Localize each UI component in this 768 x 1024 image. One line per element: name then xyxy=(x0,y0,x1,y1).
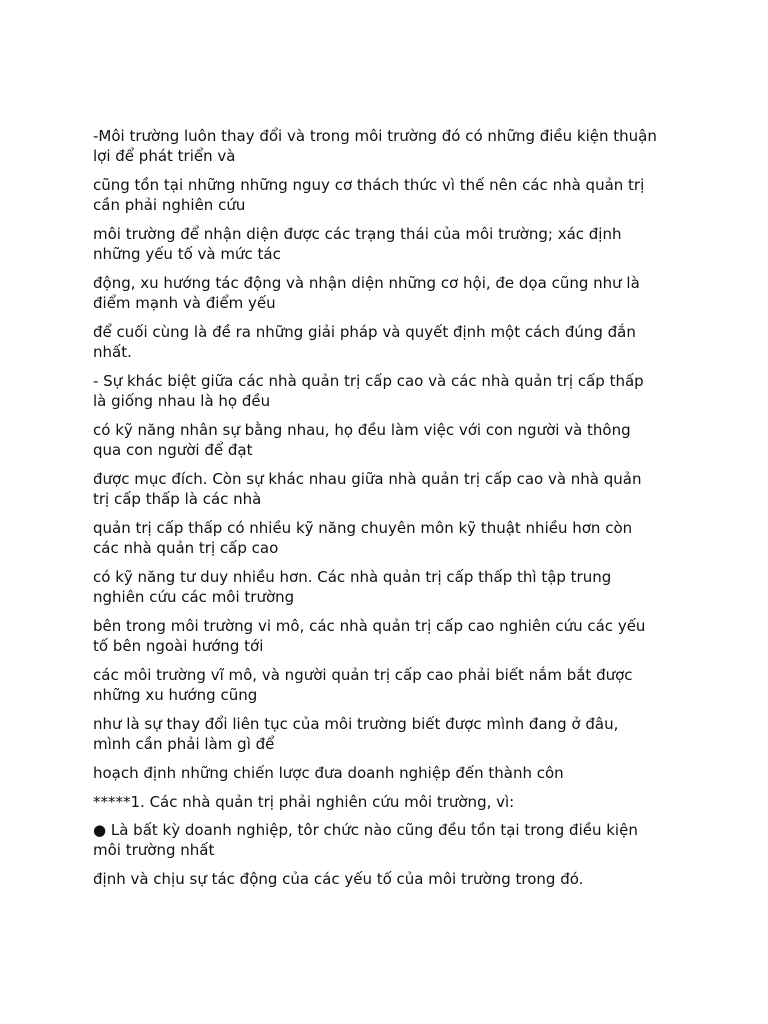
text-line: các nhà quản trị cấp cao xyxy=(93,538,279,557)
text-line: những xu hướng cũng xyxy=(93,685,258,704)
text-line: *****1. Các nhà quản trị phải nghiên cứu môi trường, vì: xyxy=(93,792,515,811)
text-line: lợi để phát triển và xyxy=(93,146,236,165)
paragraph-3 xyxy=(93,225,693,264)
text-line: qua con người để đạt xyxy=(93,440,253,459)
text-line: quản trị cấp thấp có nhiều kỹ năng chuyên môn kỹ thuật nhiều hơn còn xyxy=(93,519,633,537)
paragraph-9 xyxy=(93,519,693,558)
bullet-paragraph xyxy=(93,821,693,860)
text-line: như là sự thay đổi liên tục của môi trường biết được mình đang ở đâu, xyxy=(93,715,619,733)
text-line: -Môi trường luôn thay đổi và trong môi trường đó có những điều kiện thuận xyxy=(93,127,657,145)
text-line: các môi trường vĩ mô, và người quản trị cấp cao phải biết nắm bắt được xyxy=(93,666,633,684)
text-line: môi trường để nhận diện được các trạng thái của môi trường; xác định xyxy=(93,225,622,243)
paragraph-17 xyxy=(93,870,693,890)
text-line: động, xu hướng tác động và nhận diện những cơ hội, đe dọa cũng như là xyxy=(93,274,640,292)
paragraph-1 xyxy=(93,127,693,166)
text-line: hoạch định những chiến lược đưa doanh nghiệp đến thành côn xyxy=(93,764,564,782)
paragraph-11 xyxy=(93,617,693,656)
document-body xyxy=(93,127,693,899)
section-heading xyxy=(93,793,693,813)
text-line: những yếu tố và mức tác xyxy=(93,244,281,263)
paragraph-13 xyxy=(93,715,693,754)
text-line: được mục đích. Còn sự khác nhau giữa nhà quản trị cấp cao và nhà quản xyxy=(93,470,642,488)
text-line: để cuối cùng là đề ra những giải pháp và quyết định một cách đúng đắn xyxy=(93,323,636,341)
text-line: cũng tồn tại những những nguy cơ thách thức vì thế nên các nhà quản trị xyxy=(93,176,645,194)
text-line: có kỹ năng tư duy nhiều hơn. Các nhà quản trị cấp thấp thì tập trung xyxy=(93,568,612,586)
text-line: cần phải nghiên cứu xyxy=(93,195,246,214)
paragraph-5 xyxy=(93,323,693,362)
text-line: mình cần phải làm gì để xyxy=(93,734,275,753)
paragraph-2 xyxy=(93,176,693,215)
text-line: điểm mạnh và điểm yếu xyxy=(93,293,276,312)
paragraph-6 xyxy=(93,372,693,411)
text-line: - Sự khác biệt giữa các nhà quản trị cấp cao và các nhà quản trị cấp thấp xyxy=(93,372,644,390)
text-line: ● Là bất kỳ doanh nghiệp, tôr chức nào cũng đều tồn tại trong điều kiện xyxy=(93,821,638,839)
text-line: bên trong môi trường vi mô, các nhà quản trị cấp cao nghiên cứu các yếu xyxy=(93,617,646,635)
text-line: nghiên cứu các môi trường xyxy=(93,587,295,606)
paragraph-10 xyxy=(93,568,693,607)
text-line: tố bên ngoài hướng tới xyxy=(93,636,264,655)
text-line: định và chịu sự tác động của các yếu tố của môi trường trong đó. xyxy=(93,870,584,888)
text-line: môi trường nhất xyxy=(93,840,215,859)
paragraph-8 xyxy=(93,470,693,509)
paragraph-14 xyxy=(93,764,693,784)
paragraph-7 xyxy=(93,421,693,460)
paragraph-4 xyxy=(93,274,693,313)
text-line: có kỹ năng nhân sự bằng nhau, họ đều làm việc với con người và thông xyxy=(93,421,631,439)
text-line: nhất. xyxy=(93,342,132,361)
text-line: trị cấp thấp là các nhà xyxy=(93,489,262,508)
text-line: là giống nhau là họ đều xyxy=(93,391,271,410)
paragraph-12 xyxy=(93,666,693,705)
